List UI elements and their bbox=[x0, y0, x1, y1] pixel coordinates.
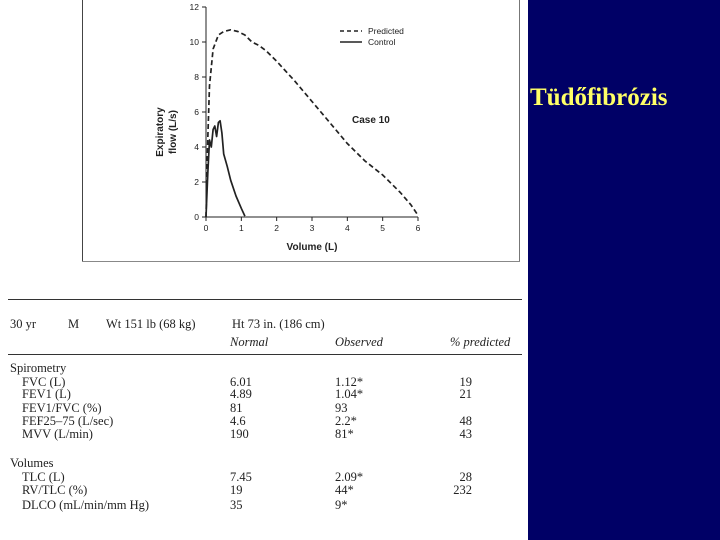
slide-title: Tüdőfibrózis bbox=[530, 84, 668, 111]
x-axis-label: Volume (L) bbox=[286, 242, 338, 253]
row-normal-value: 81 bbox=[230, 401, 243, 415]
header-normal: Normal bbox=[230, 335, 269, 349]
y-axis-label-line2: flow (L/s) bbox=[168, 110, 179, 154]
y-tick-label: 12 bbox=[189, 2, 199, 12]
row-normal-value: 4.89 bbox=[230, 387, 252, 401]
y-axis-label-line1: Expiratory bbox=[155, 107, 166, 157]
y-tick-label: 4 bbox=[194, 142, 199, 152]
y-tick-label: 10 bbox=[189, 37, 199, 47]
table-top-rule bbox=[8, 299, 522, 300]
row-label: DLCO (mL/min/mm Hg) bbox=[22, 498, 150, 512]
header-predicted: % predicted bbox=[450, 335, 511, 349]
row-normal-value: 35 bbox=[230, 498, 243, 512]
legend-control-label: Control bbox=[368, 37, 396, 47]
row-label: RV/TLC (%) bbox=[22, 483, 88, 497]
case-annotation: Case 10 bbox=[352, 115, 390, 126]
section-spirometry: Spirometry bbox=[10, 361, 67, 375]
row-observed-value: 1.12* bbox=[335, 375, 364, 389]
legend-predicted-label: Predicted bbox=[368, 26, 404, 36]
y-tick-label: 8 bbox=[194, 72, 199, 82]
row-normal-value: 190 bbox=[230, 427, 249, 441]
flow-volume-chart bbox=[0, 0, 528, 262]
row-predicted-value: 21 bbox=[459, 387, 472, 401]
x-tick-label: 0 bbox=[203, 223, 209, 233]
x-tick-label: 4 bbox=[344, 223, 350, 233]
row-normal-value: 7.45 bbox=[230, 470, 252, 484]
patient-height: Ht 73 in. (186 cm) bbox=[232, 317, 325, 331]
chart-legend bbox=[340, 26, 404, 47]
x-tick-label: 3 bbox=[309, 223, 315, 233]
row-label: FEV1/FVC (%) bbox=[22, 401, 102, 415]
x-tick-label: 2 bbox=[274, 223, 280, 233]
row-normal-value: 6.01 bbox=[230, 375, 252, 389]
y-tick-label: 6 bbox=[194, 107, 199, 117]
row-label: FEF25–75 (L/sec) bbox=[22, 414, 114, 428]
x-tick-label: 6 bbox=[415, 223, 421, 233]
row-label: FEV1 (L) bbox=[22, 387, 71, 401]
row-observed-value: 81* bbox=[335, 427, 354, 441]
title-panel bbox=[528, 0, 720, 540]
row-normal-value: 19 bbox=[230, 483, 243, 497]
patient-sex: M bbox=[68, 317, 80, 331]
patient-weight: Wt 151 lb (68 kg) bbox=[106, 317, 196, 331]
row-predicted-value: 48 bbox=[459, 414, 472, 428]
row-observed-value: 9* bbox=[335, 498, 348, 512]
row-predicted-value: 19 bbox=[459, 375, 472, 389]
header-observed: Observed bbox=[335, 335, 383, 349]
lung-function-table bbox=[8, 296, 524, 540]
y-tick-label: 0 bbox=[194, 212, 199, 222]
row-label: MVV (L/min) bbox=[22, 427, 93, 441]
row-predicted-value: 43 bbox=[459, 427, 472, 441]
section-volumes: Volumes bbox=[10, 456, 54, 470]
row-observed-value: 93 bbox=[335, 401, 348, 415]
y-tick-label: 2 bbox=[194, 177, 199, 187]
row-observed-value: 2.2* bbox=[335, 414, 357, 428]
row-observed-value: 2.09* bbox=[335, 470, 364, 484]
x-tick-label: 1 bbox=[238, 223, 244, 233]
row-observed-value: 1.04* bbox=[335, 387, 364, 401]
series-line-control bbox=[206, 121, 245, 217]
row-predicted-value: 232 bbox=[453, 483, 472, 497]
row-normal-value: 4.6 bbox=[230, 414, 246, 428]
row-label: FVC (L) bbox=[22, 375, 66, 389]
row-label: TLC (L) bbox=[22, 470, 65, 484]
patient-age: 30 yr bbox=[10, 317, 37, 331]
table-header-rule bbox=[8, 354, 522, 355]
row-observed-value: 44* bbox=[335, 483, 354, 497]
x-tick-label: 5 bbox=[380, 223, 386, 233]
row-predicted-value: 28 bbox=[459, 470, 472, 484]
